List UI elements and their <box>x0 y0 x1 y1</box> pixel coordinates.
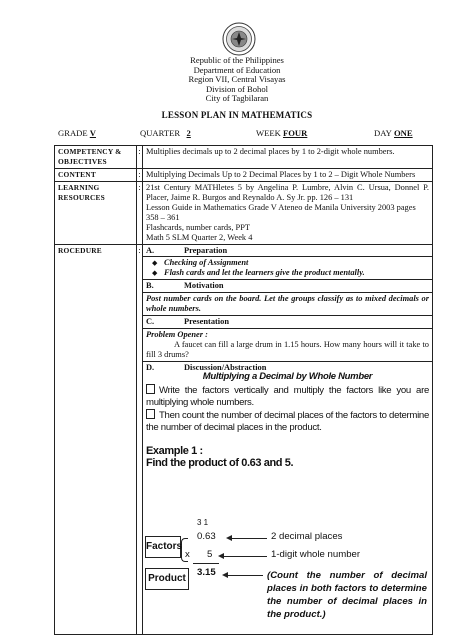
letterhead <box>0 56 474 104</box>
document-title: LESSON PLAN IN MATHEMATICS <box>161 110 313 120</box>
grade-field: GRADE V <box>58 128 96 138</box>
letterhead-line: Division of Bohol <box>205 83 269 94</box>
content-label: CONTENT <box>55 169 137 182</box>
competency-label: COMPETENCY & OBJECTIVES <box>55 146 137 169</box>
table-row: LEARNING RESOURCES : 21st Century MATHletes 5 by Angelina P. Lumbre, Alvin C. Ursua, Donnel P. Placer, Jaime R. Burgos and Reynaldo A. Sy Jr. pp. 126 – 131 Lesson Guide in Mathematics Grade V Ateneo de Manila University 2003 pages 358 – 361 Flashcards, number cards, PPT Math 5 SLM Quarter 2, Week 4 <box>55 182 433 245</box>
arrow-left-icon <box>223 556 267 557</box>
times-sign: x <box>185 549 190 560</box>
carry-digits: 3 1 <box>197 518 209 527</box>
procedure-label: ROCEDURE <box>55 245 137 635</box>
lesson-plan-table <box>54 145 433 635</box>
procedure-value <box>143 245 433 635</box>
arrow-left-icon <box>227 575 263 576</box>
letterhead-line: Republic of the Philippines <box>190 55 284 65</box>
step-paragraph: Write the factors vertically and multiply the factors like you are multiplying whole numbers. <box>146 385 429 408</box>
resources-value: 21st Century MATHletes 5 by Angelina P. Lumbre, Alvin C. Ursua, Donnel P. Placer, Jaime R. Burgos and Reynaldo A. Sy Jr. pp. 126 – 131 Lesson Guide in Mathematics Grade V Ateneo de Manila University 2003 pages 358 – 361 Flashcards, number cards, PPT Math 5 SLM Quarter 2, Week 4 <box>143 182 433 245</box>
example-label: Example 1 : <box>146 445 203 457</box>
bracket <box>181 538 188 562</box>
table-row: COMPETENCY & OBJECTIVES : Multiplies decimals up to 2 decimal places by 1 to 2-digit whole numbers. <box>55 146 433 169</box>
underline <box>193 563 219 564</box>
discussion-content <box>143 372 432 634</box>
checkbox-icon <box>146 409 155 419</box>
resources-label: LEARNING RESOURCES <box>55 182 137 245</box>
product-value: 3.15 <box>197 567 216 578</box>
content-value: Multiplying Decimals Up to 2 Decimal Places by 1 to 2 – Digit Whole Numbers <box>143 169 433 182</box>
step-paragraph: Then count the number of decimal places of the factors to determine the number of decimal places in the product. <box>146 410 430 433</box>
list-item: ◆ Checking of Assignment <box>146 258 429 268</box>
table-row: CONTENT : Multiplying Decimals Up to 2 Decimal Places by 1 to 2 – Digit Whole Numbers <box>55 169 433 182</box>
factor-one: 0.63 <box>197 531 216 542</box>
checkbox-icon <box>146 384 155 394</box>
note-whole-number: 1-digit whole number <box>271 549 361 560</box>
product-label: Product <box>145 568 189 590</box>
week-value: FOUR <box>282 128 308 138</box>
grade-value: V <box>89 128 96 138</box>
note-count-places: (Count the number of decimal places in both factors to determine the number of decimal places in the product.) <box>267 570 427 620</box>
factor-two: 5 <box>207 549 213 560</box>
week-field: WEEK FOUR <box>256 128 308 138</box>
arrow-left-icon <box>231 538 267 539</box>
deped-seal-icon <box>222 22 256 56</box>
section-b-heading: B. Motivation <box>143 279 432 292</box>
letterhead-line: Department of Education <box>193 64 281 75</box>
letterhead-line: Region VII, Central Visayas <box>188 74 286 85</box>
quarter-value: 2 <box>186 128 191 138</box>
problem-text: A faucet can fill a large drum in 1.15 hours. How many hours will it take to fill 3 drums? <box>146 340 429 359</box>
example-text: Find the product of 0.63 and 5. <box>146 457 294 469</box>
list-item: ◆ Flash cards and let the learners give the product mentally. <box>146 268 429 278</box>
section-c-heading: C. Presentation <box>143 315 432 328</box>
letterhead-line: City of Tagbilaran <box>205 93 269 104</box>
day-value: ONE <box>394 128 413 138</box>
section-a-heading: A. Preparation <box>146 246 228 255</box>
discussion-title: Multiplying a Decimal by Whole Number <box>202 371 373 382</box>
problem-opener-label: Problem Opener : <box>146 330 208 339</box>
section-d-heading: D. Discussion/Abstraction <box>143 361 432 374</box>
competency-value: Multiplies decimals up to 2 decimal places by 1 to 2-digit whole numbers. <box>143 146 433 169</box>
factors-label: Factors <box>145 536 181 558</box>
motivation-text: Post number cards on the board. Let the groups classify as to mixed decimals or whole numbers. <box>143 292 432 315</box>
quarter-field: QUARTER 2 <box>140 128 191 138</box>
note-decimal-places: 2 decimal places <box>271 531 343 542</box>
table-row: ROCEDURE : A. Preparation ◆ Checking of Assignment ◆ Flash cards and let the learners give the product mentally. B. Motivation Post number cards on the board. Let the groups classify as to mixed decimals or whole numbers. C. Presentation Problem Opener : A faucet can fill a large drum in 1.15 hours. How many hours will it take to fill 3 drums? D. Discussion/Abstraction Multiplying a Decimal by Whole Number Write the factors vertically and multiply the factors like you are multiplying whole numbers. Then count the number of decimal places of the factors to determine the number of decimal places in the product. Example 1 : Find the product of 0.63 and 5. 3 1 0.63 x 5 3.15 Factors Product 2 decimal places 1-digit whole number (Count the number of decimal places in both factors to determine the number of decimal places in the product.) <box>55 245 433 635</box>
day-field: DAY ONE <box>374 128 413 138</box>
